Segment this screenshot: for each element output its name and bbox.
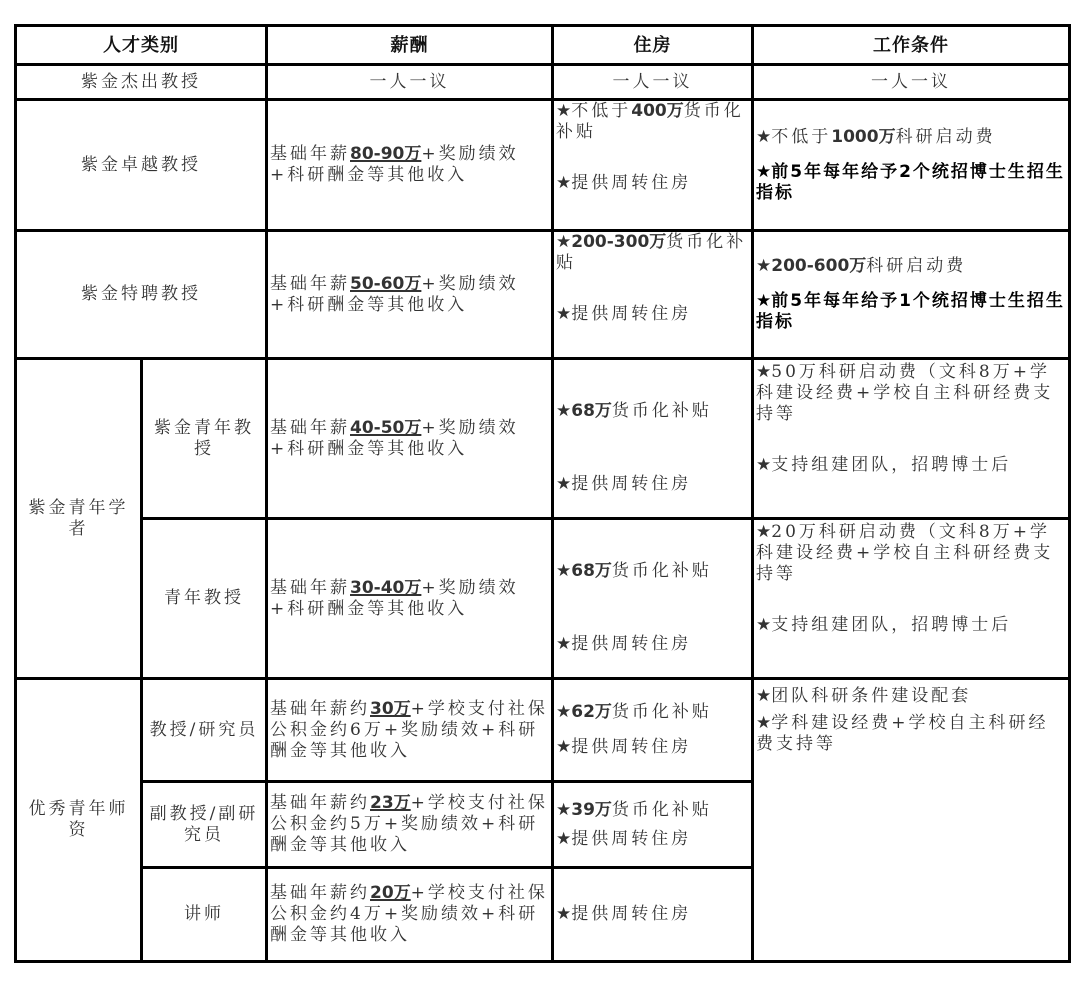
salary-cell xyxy=(267,782,553,868)
housing-amount: 400万 xyxy=(631,101,684,121)
housing-item xyxy=(556,702,749,723)
condition-text: 支持组建团队，招聘博士后 xyxy=(771,455,1012,475)
condition-item xyxy=(756,686,1066,707)
salary-suffix: +学校支付社保公积金约4万+奖励绩效+科研酬金等其他收入 xyxy=(270,883,548,945)
salary-amount: 23万 xyxy=(370,793,411,813)
table-row xyxy=(16,359,1070,519)
condition-item xyxy=(756,256,1066,277)
housing-cell xyxy=(553,231,753,359)
housing-text: 提供周转住房 xyxy=(571,304,692,324)
condition-amount: 200-600万 xyxy=(771,256,867,276)
housing-item xyxy=(556,474,749,495)
conditions-cell: 一人一议 xyxy=(753,65,1070,100)
salary-prefix: 基础年薪 xyxy=(270,273,350,294)
housing-item xyxy=(556,401,749,422)
salary-suffix: +奖励绩效+科研酬金等其他收入 xyxy=(270,577,519,619)
salary-prefix: 基础年薪 xyxy=(270,577,350,598)
salary-amount: 20万 xyxy=(370,883,411,903)
salary-suffix: +学校支付社保公积金约6万+奖励绩效+科研酬金等其他收入 xyxy=(270,698,548,761)
condition-text: 学科建设经费+学校自主科研经费支持等 xyxy=(756,713,1049,754)
star-icon: ★ xyxy=(556,702,572,722)
star-icon: ★ xyxy=(756,455,772,475)
star-icon: ★ xyxy=(756,126,772,147)
star-icon: ★ xyxy=(556,400,572,421)
subcategory-cell: 紫金青年教授 xyxy=(142,359,267,519)
group-category-cell: 紫金青年学者 xyxy=(16,359,142,679)
housing-item xyxy=(556,634,749,655)
salary-suffix: +奖励绩效+科研酬金等其他收入 xyxy=(270,144,519,185)
salary-prefix: 基础年薪 xyxy=(270,417,350,438)
salary-prefix: 基础年薪约 xyxy=(270,698,370,719)
housing-amount: 62万 xyxy=(571,702,612,722)
housing-text: 货币化补贴 xyxy=(556,232,747,273)
salary-amount: 40-50万 xyxy=(350,417,422,438)
salary-cell xyxy=(267,679,553,782)
condition-item xyxy=(756,455,1066,476)
talent-compensation-table xyxy=(14,24,1071,963)
star-icon: ★ xyxy=(756,362,772,382)
group-category-cell: 优秀青年师资 xyxy=(16,679,142,962)
star-icon: ★ xyxy=(556,633,572,654)
salary-amount: 50-60万 xyxy=(350,273,422,294)
housing-amount: 68万 xyxy=(571,560,612,581)
condition-text: 科研启动费 xyxy=(866,256,967,276)
condition-text: 支持组建团队，招聘博士后 xyxy=(771,615,1012,635)
condition-text: 团队科研条件建设配套 xyxy=(771,686,972,706)
star-icon: ★ xyxy=(556,828,572,849)
salary-prefix: 基础年薪 xyxy=(270,144,350,164)
housing-text: 货币化补贴 xyxy=(556,101,744,142)
salary-cell xyxy=(267,519,553,679)
star-icon: ★ xyxy=(756,256,772,276)
header-conditions: 工作条件 xyxy=(753,26,1070,65)
salary-cell: 一人一议 xyxy=(267,65,553,100)
housing-text: 货币化补贴 xyxy=(611,560,712,581)
subcategory-cell: 青年教授 xyxy=(142,519,267,679)
housing-amount: 200-300万 xyxy=(571,232,667,252)
housing-cell xyxy=(553,359,753,519)
housing-cell xyxy=(553,100,753,231)
housing-item xyxy=(556,561,749,582)
housing-text: 提供周转住房 xyxy=(571,173,692,193)
star-icon: ★ xyxy=(556,737,572,757)
conditions-cell xyxy=(753,519,1070,679)
salary-amount: 80-90万 xyxy=(350,144,422,164)
housing-cell: 一人一议 xyxy=(553,65,753,100)
condition-text: 20万科研启动费（文科8万+学科建设经费+学校自主科研经费支持等 xyxy=(756,522,1054,584)
header-housing: 住房 xyxy=(553,26,753,65)
star-icon: ★ xyxy=(556,232,572,252)
housing-text: 提供周转住房 xyxy=(571,828,692,849)
star-icon: ★ xyxy=(556,560,572,581)
housing-cell xyxy=(553,868,753,962)
housing-text: 提供周转住房 xyxy=(571,904,692,924)
condition-text: 不低于 xyxy=(771,126,832,147)
salary-cell xyxy=(267,868,553,962)
star-icon: ★ xyxy=(756,161,772,182)
table-row xyxy=(16,65,1070,100)
star-icon: ★ xyxy=(556,101,572,121)
salary-suffix: +奖励绩效+科研酬金等其他收入 xyxy=(270,417,519,459)
star-icon: ★ xyxy=(556,904,572,924)
salary-cell xyxy=(267,100,553,231)
housing-text: 提供周转住房 xyxy=(571,737,692,757)
condition-item xyxy=(756,127,1066,148)
housing-cell xyxy=(553,782,753,868)
table-row xyxy=(16,100,1070,231)
housing-item xyxy=(556,232,749,274)
shared-conditions-cell xyxy=(753,679,1070,962)
salary-prefix: 基础年薪约 xyxy=(270,883,370,903)
housing-item xyxy=(556,829,749,850)
condition-item xyxy=(756,362,1066,425)
salary-amount: 30-40万 xyxy=(350,577,422,598)
housing-cell xyxy=(553,519,753,679)
star-icon: ★ xyxy=(756,686,772,706)
housing-amount: 39万 xyxy=(571,799,612,820)
table-row xyxy=(16,231,1070,359)
star-icon: ★ xyxy=(556,799,572,820)
category-cell: 紫金特聘教授 xyxy=(16,231,267,359)
condition-item xyxy=(756,522,1066,585)
category-cell: 紫金卓越教授 xyxy=(16,100,267,231)
star-icon: ★ xyxy=(756,522,772,542)
star-icon: ★ xyxy=(756,713,772,733)
conditions-cell xyxy=(753,359,1070,519)
header-category: 人才类别 xyxy=(16,26,267,65)
housing-item xyxy=(556,101,749,143)
condition-text: 前5年每年给予1个统招博士生招生指标 xyxy=(756,291,1065,332)
salary-prefix: 基础年薪约 xyxy=(270,793,370,813)
condition-item xyxy=(756,291,1066,333)
condition-text: 50万科研启动费（文科8万+学科建设经费+学校自主科研经费支持等 xyxy=(756,362,1054,424)
housing-text: 提供周转住房 xyxy=(571,633,692,654)
housing-text: 提供周转住房 xyxy=(571,473,692,494)
housing-item xyxy=(556,800,749,821)
housing-item xyxy=(556,737,749,758)
condition-text: 科研启动费 xyxy=(895,126,996,147)
condition-text: 前5年每年给予2个统招博士生招生指标 xyxy=(756,161,1065,203)
conditions-cell xyxy=(753,100,1070,231)
condition-item xyxy=(756,615,1066,636)
housing-text: 货币化补贴 xyxy=(611,799,712,820)
housing-item xyxy=(556,904,749,925)
housing-cell xyxy=(553,679,753,782)
category-cell: 紫金杰出教授 xyxy=(16,65,267,100)
star-icon: ★ xyxy=(556,304,572,324)
table-row xyxy=(16,519,1070,679)
subcategory-cell: 副教授/副研究员 xyxy=(142,782,267,868)
star-icon: ★ xyxy=(756,615,772,635)
subcategory-cell: 讲师 xyxy=(142,868,267,962)
condition-amount: 1000万 xyxy=(831,126,896,147)
header-row xyxy=(16,26,1070,65)
housing-item xyxy=(556,304,749,325)
salary-cell xyxy=(267,359,553,519)
housing-text: 不低于 xyxy=(571,101,632,121)
table-row xyxy=(16,679,1070,782)
housing-text: 货币化补贴 xyxy=(611,400,712,421)
salary-suffix: +奖励绩效+科研酬金等其他收入 xyxy=(270,273,519,315)
header-salary: 薪酬 xyxy=(267,26,553,65)
conditions-cell xyxy=(753,231,1070,359)
star-icon: ★ xyxy=(756,291,772,311)
subcategory-cell: 教授/研究员 xyxy=(142,679,267,782)
housing-item xyxy=(556,173,749,194)
salary-suffix: +学校支付社保公积金约5万+奖励绩效+科研酬金等其他收入 xyxy=(270,793,548,855)
star-icon: ★ xyxy=(556,473,572,494)
housing-amount: 68万 xyxy=(571,400,612,421)
star-icon: ★ xyxy=(556,173,572,193)
housing-text: 货币化补贴 xyxy=(611,702,712,722)
condition-item xyxy=(756,713,1066,755)
salary-amount: 30万 xyxy=(370,698,411,719)
condition-item xyxy=(756,162,1066,204)
salary-cell xyxy=(267,231,553,359)
